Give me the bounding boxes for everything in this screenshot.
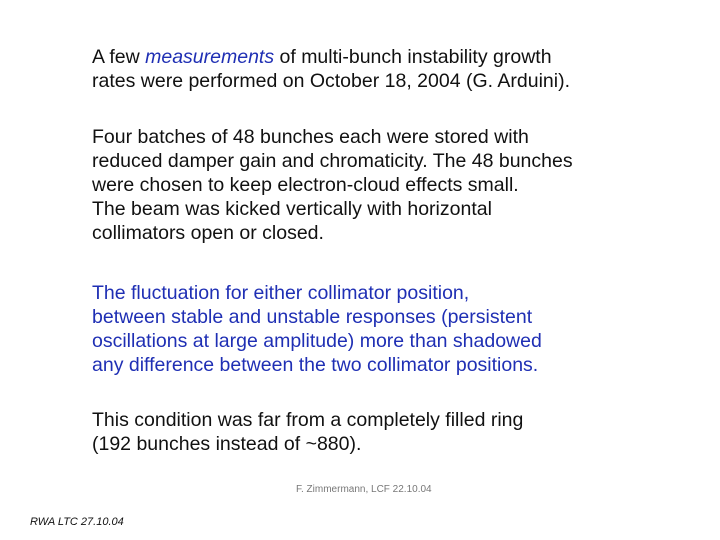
paragraph-batches (92, 125, 652, 245)
text-line: any difference between the two collimator positions. (92, 354, 539, 376)
text-line: oscillations at large amplitude) more than shadowed (92, 330, 542, 352)
text-segment: of multi-bunch instability growth (274, 46, 552, 68)
text-line: The fluctuation for either collimator position, (92, 282, 470, 304)
paragraph-fluctuation-highlight (92, 281, 652, 377)
text-line: Four batches of 48 bunches each were stored with (92, 126, 529, 148)
text-line: (192 bunches instead of ~880). (92, 433, 362, 455)
footer-author: F. Zimmermann, LCF 22.10.04 (296, 484, 432, 495)
text-line: The beam was kicked vertically with horizontal (92, 198, 492, 220)
emphasis-measurements: measurements (145, 46, 275, 68)
text-line: between stable and unstable responses (persistent (92, 306, 533, 328)
text-segment: A few (92, 46, 146, 68)
text-line: reduced damper gain and chromaticity. The 48 bunches (92, 150, 573, 172)
text-line: rates were performed on October 18, 2004 (G. Arduini). (92, 70, 570, 92)
paragraph-condition (92, 408, 652, 456)
text-line: collimators open or closed. (92, 222, 324, 244)
text-line (92, 45, 652, 69)
footer-label: RWA LTC 27.10.04 (30, 516, 124, 528)
text-line: were chosen to keep electron-cloud effects small. (92, 174, 519, 196)
text-line: This condition was far from a completely filled ring (92, 409, 524, 431)
paragraph-measurements (92, 45, 652, 93)
